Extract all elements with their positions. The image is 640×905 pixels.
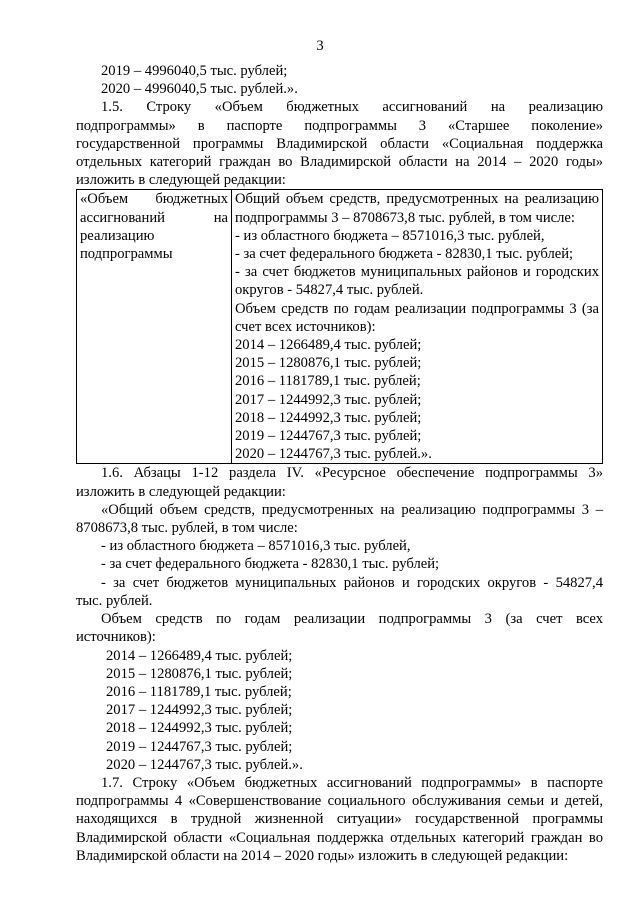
section-1-6-line: - из областного бюджета – 8571016,3 тыс. рублей, (101, 538, 411, 555)
table-cell-value (232, 190, 603, 464)
year-line: 2020 – 1244767,3 тыс. рублей.». (106, 756, 303, 773)
page-number: 3 (316, 38, 324, 54)
section-1-7-line: Владимирской области «Социальная поддержка отдельных категорий граждан во (76, 829, 603, 846)
document-body (76, 62, 603, 865)
section-1-6-line: 8708673,8 тыс. рублей, в том числе: (76, 520, 298, 537)
section-1-7-line: находящихся в трудной жизненной ситуации» государственной программы (76, 811, 603, 828)
section-1-7-line: Владимирской области на 2014 – 2020 годы» изложить в следующей редакции: (76, 847, 569, 864)
section-1-6-line: «Общий объем средств, предусмотренных на реализацию подпрограммы 3 – (101, 501, 603, 518)
table-right-line: 2016 – 1181789,1 тыс. рублей; (235, 373, 421, 390)
section-1-7-line: 1.7. Строку «Объем бюджетных ассигнований подпрограммы» в паспорте (101, 774, 603, 791)
table-right-line: - за счет бюджетов муниципальных районов и городских (235, 264, 599, 281)
section-1-5-line: изложить в следующей редакции: (76, 172, 286, 189)
section-1-5-line: подпрограммы» в паспорте подпрограммы 3 «Старшее поколение» (76, 117, 603, 134)
section-1-6-line: - за счет бюджетов муниципальных районов и городских округов - 54827,4 (101, 574, 603, 591)
table-right-line: 2017 – 1244992,3 тыс. рублей; (235, 391, 422, 408)
intro-line-2020: 2020 – 4996040,5 тыс. рублей.». (101, 81, 298, 98)
table-right-line: - из областного бюджета – 8571016,3 тыс. рублей, (235, 227, 545, 244)
table-left-line: «Объем бюджетных (80, 191, 228, 208)
table-right-line: 2018 – 1244992,3 тыс. рублей; (235, 409, 422, 426)
section-1-6-line: источников): (76, 629, 156, 646)
table-right-line: 2015 – 1280876,1 тыс. рублей; (235, 355, 422, 372)
table-right-line: Общий объем средств, предусмотренных на реализацию (235, 191, 599, 208)
section-1-7 (76, 774, 603, 865)
year-line: 2015 – 1280876,1 тыс. рублей; (106, 665, 293, 682)
table-right-line: счет всех источников): (235, 318, 376, 335)
table-right-line: 2014 – 1266489,4 тыс. рублей; (235, 337, 422, 354)
section-1-6-line: - за счет федерального бюджета - 82830,1 тыс. рублей; (101, 556, 440, 573)
table-right-line: округов - 54827,4 тыс. рублей. (235, 282, 424, 299)
section-1-6-line: изложить в следующей редакции: (76, 483, 286, 500)
section-1-7-line: подпрограммы 4 «Совершенствование социального обслуживания семьи и детей, (76, 793, 603, 810)
year-line: 2017 – 1244992,3 тыс. рублей; (106, 702, 293, 719)
table-left-line: ассигнований на (80, 209, 228, 226)
section-1-6-line: Объем средств по годам реализации подпрограммы 3 (за счет всех (101, 611, 603, 628)
table-right-line: - за счет федерального бюджета - 82830,1 тыс. рублей; (235, 246, 574, 263)
table-right-line: 2020 – 1244767,3 тыс. рублей.». (235, 446, 432, 463)
year-line: 2019 – 1244767,3 тыс. рублей; (106, 738, 293, 755)
section-1-6 (76, 464, 603, 773)
table-right-line: Объем средств по годам реализации подпрограммы 3 (за (235, 300, 599, 317)
year-line: 2014 – 1266489,4 тыс. рублей; (106, 647, 293, 664)
table-right-line: 2019 – 1244767,3 тыс. рублей; (235, 428, 422, 445)
table-left-line: подпрограммы (80, 246, 173, 263)
table-row (77, 190, 603, 464)
year-line: 2018 – 1244992,3 тыс. рублей; (106, 720, 293, 737)
section-1-6-line: тыс. рублей. (76, 592, 153, 609)
table-right-line: подпрограммы 3 – 8708673,8 тыс. рублей, в том числе: (235, 209, 575, 226)
section-1-5-line: 1.5. Строку «Объем бюджетных ассигнований на реализацию (101, 99, 603, 116)
section-1-5-line: отдельных категорий граждан во Владимирской области на 2014 – 2020 годы» (76, 154, 603, 171)
section-1-5 (76, 98, 603, 189)
table-left-line: реализацию (80, 227, 155, 244)
passport-table (76, 189, 603, 464)
table-cell-label (77, 190, 232, 464)
section-1-6-line: 1.6. Абзацы 1-12 раздела IV. «Ресурсное обеспечение подпрограммы 3» (101, 465, 603, 482)
section-1-5-line: государственной программы Владимирской области «Социальная поддержка (76, 135, 603, 152)
year-line: 2016 – 1181789,1 тыс. рублей; (106, 683, 292, 700)
intro-line-2019: 2019 – 4996040,5 тыс. рублей; (101, 63, 288, 79)
